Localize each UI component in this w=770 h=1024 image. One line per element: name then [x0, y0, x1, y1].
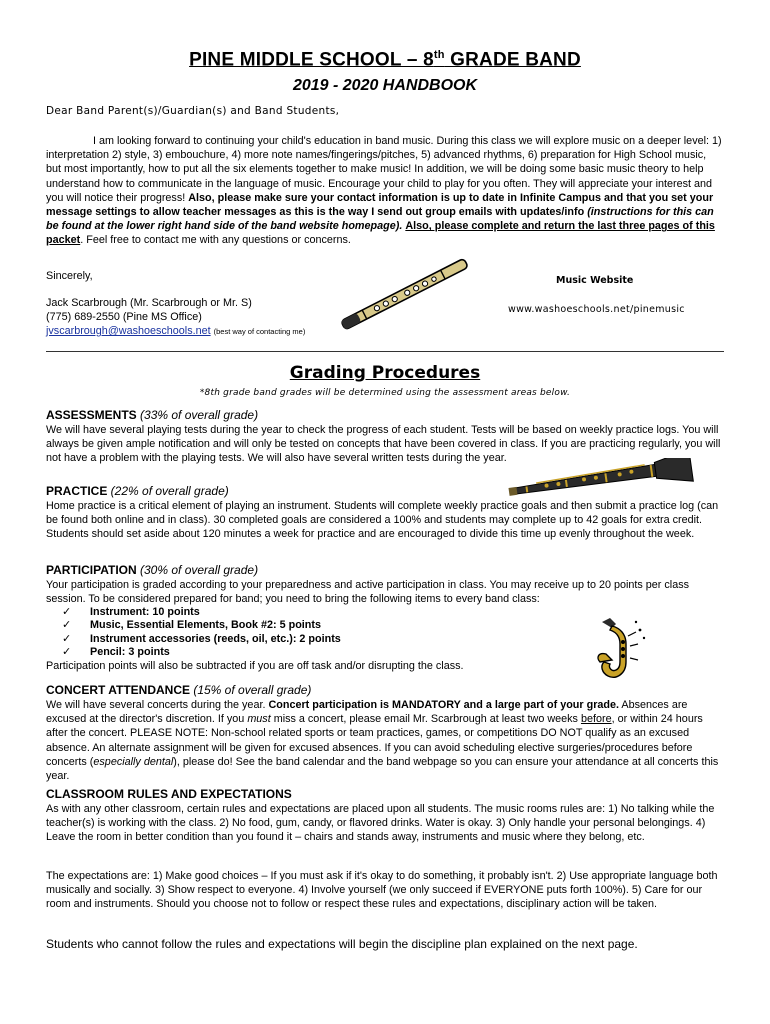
practice-body: Home practice is a critical element of playing an instrument. Students will complete weekly practice goals and then submit a practice log (can be found both online and in class). 30 completed goals are considered a 100% and students may complete up to 42 goals for extra credit. Students should set aside about 120 minutes a week for practice and are encouraged to divide this time up evenly throughout the week. [46, 500, 719, 541]
check-icon: ✓ [62, 619, 72, 632]
intro-paragraph: I am looking forward to continuing your child's education in band music. During this class we will explore music on a deeper level: 1) interpretation 2) style, 3) embouchure, 4) more note names/fingerings/pitches, 5) advanced rhythms, 6) preparation for High School music, but most importantly, how to put all the six elements together to make music! In addition, we will be doing some basic music theory to help understand how to communicate in the language of music. Encourage your child to play for you often. They will appreciate your interest and you will notice their progress! Also, please make sure your contact information is up to date in Infinite Campus and that you set your message settings to allow teacher messages as this is the way I send out group emails with updates/info (instructions for this can be found at the lower right hand side of the band website homepage). Also, please complete and return the last three pages of this packet. Feel free to contact me with any questions or concerns. [46, 135, 722, 247]
grading-title: Grading Procedures [289, 363, 481, 383]
participation-heading: PARTICIPATION (30% of overall grade) [46, 563, 259, 577]
sincerely: Sincerely, [46, 270, 93, 282]
concert-body: We will have several concerts during the year. Concert participation is MANDATORY and a large part of your grade. Absences are excused at the director's discretion. If you must miss a concert, please email Mr. Scarbrough at least two weeks before, or within 24 hours after the concert. PLEASE NOTE: Non-school related sports or team practices, games, or competitions DO NOT qualify as an excused absence. An alternate assignment will be given for excused absences. If you can avoid scheduling elective surgeries/procedures before concerts (especially dental), please do! See the band calendar and the band webpage so you can ensure your attendance at all concerts this year. [46, 699, 719, 783]
list-item: ✓ Instrument accessories (reeds, oil, etc.): 2 points [62, 632, 341, 645]
check-icon: ✓ [62, 632, 72, 645]
assessments-heading: ASSESSMENTS (33% of overall grade) [46, 408, 259, 422]
participation-body: Your participation is graded according to your preparedness and active participation in class. You may receive up to 20 points per class session. To be considered prepared for band; you need to bring the following items to every band class: [46, 579, 689, 606]
music-website-url[interactable]: www.washoeschools.net/pinemusic [508, 304, 685, 315]
list-item: ✓ Instrument: 10 points [62, 606, 200, 618]
concert-heading: CONCERT ATTENDANCE (15% of overall grade) [46, 683, 312, 697]
participation-after: Participation points will also be subtracted if you are off task and/or disrupting the class. [46, 660, 464, 672]
saxophone-illustration-icon [592, 616, 654, 684]
signature-email-line [46, 324, 305, 339]
email-link[interactable]: jvscarbrough@washoeschools.net [46, 325, 211, 337]
check-icon: ✓ [62, 645, 72, 658]
closing-statement: Students who cannot follow the rules and expectations will begin the discipline plan explained on the next page. [46, 937, 638, 951]
practice-heading: PRACTICE (22% of overall grade) [46, 484, 229, 498]
page-subtitle: 2019 - 2020 HANDBOOK [292, 77, 478, 94]
list-item: ✓ Music, Essential Elements, Book #2: 5 points [62, 619, 321, 632]
letter-greeting: Dear Band Parent(s)/Guardian(s) and Band Students, [46, 105, 340, 117]
email-note: (best way of contacting me) [213, 327, 306, 336]
grading-note: *8th grade band grades will be determined using the assessment areas below. [199, 388, 571, 398]
clarinet-illustration-icon [506, 458, 696, 498]
section-divider [46, 351, 724, 352]
assessments-body: We will have several playing tests during the year to check the progress of each student. Tests will be based on weekly practice logs. You will always be given ample notification and will only be tested on concepts that have been covered in class. If you are practicing regularly, you will not have a problem with the playing tests. We will also have several written tests during the year. [46, 424, 721, 465]
signature-name: Jack Scarbrough (Mr. Scarbrough or Mr. S) [46, 297, 252, 309]
music-website-heading: Music Website [556, 275, 634, 286]
list-item: ✓ Pencil: 3 points [62, 645, 170, 658]
rules-heading: CLASSROOM RULES AND EXPECTATIONS [46, 787, 292, 801]
expectations-body: The expectations are: 1) Make good choices – If you must ask if it's okay to do something, it probably isn't. 2) Use appropriate language both musically and socially. 3) Show respect to everyone. 4) Involve yourself (we only succeed if EVERYONE puts forth 100%). 5) Care for our room and instruments. Should you choose not to follow or respect these rules and expectations, disciplinary action will be taken. [46, 870, 718, 911]
signature-phone: (775) 689-2550 (Pine MS Office) [46, 311, 202, 323]
check-icon: ✓ [62, 606, 72, 618]
flute-illustration-icon [330, 250, 480, 340]
participation-checklist [62, 606, 341, 659]
rules-body: As with any other classroom, certain rules and expectations are placed upon all students. The music rooms rules are: 1) No talking while the teacher(s) is working with the class. 2) No food, gum, candy, or flavored drinks. Water is okay. 3) Only handle your personal belongings. 4) Leave the room in better condition than you found it – chairs and stands away, instruments and music where they belong, etc. [46, 803, 715, 844]
page-title: PINE MIDDLE SCHOOL – 8th GRADE BAND [189, 49, 581, 71]
